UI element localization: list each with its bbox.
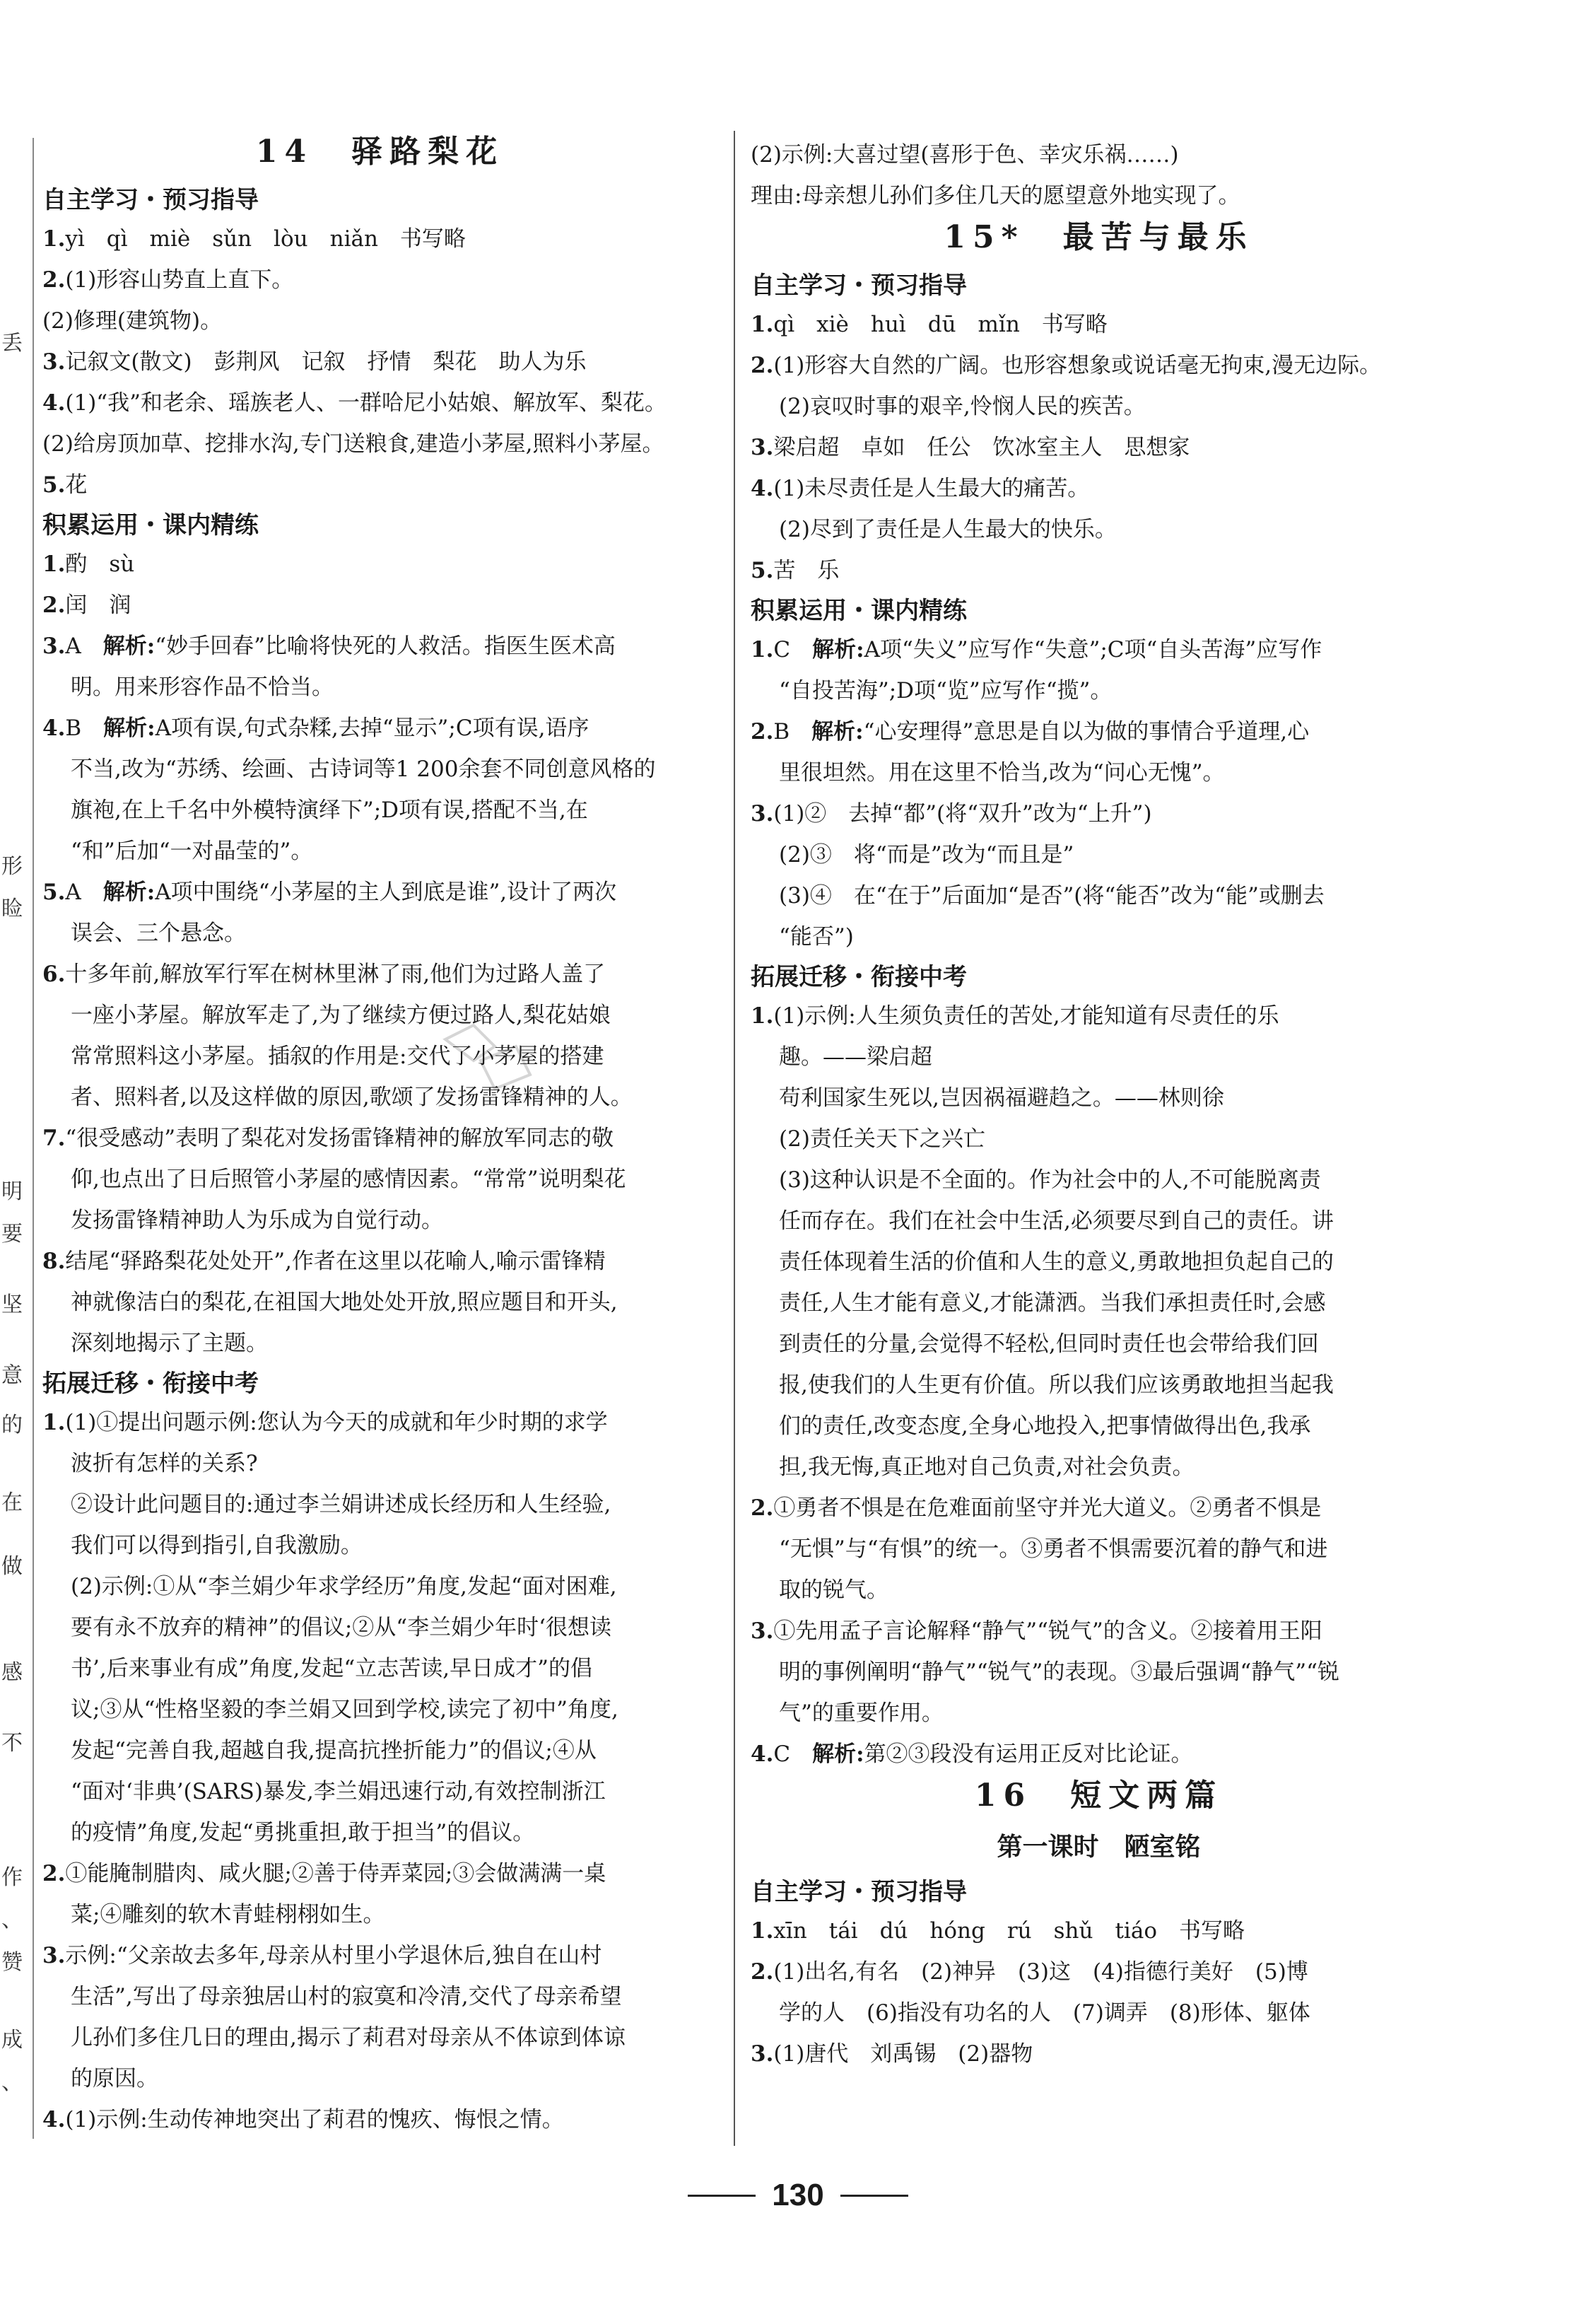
answer-line	[42, 1976, 717, 2017]
answer-text: (1)出名,有名 (2)神异 (3)这 (4)指德行美好 (5)博	[773, 1959, 1308, 1985]
answer-line	[751, 1037, 1447, 1078]
answer-line	[42, 2058, 717, 2099]
answer-text: 明的事例阐明“静气”“锐气”的表现。③最后强调“静气”“锐	[779, 1659, 1339, 1685]
answer-line	[42, 300, 717, 342]
answer-line	[42, 872, 717, 913]
analysis-text: “心安理得”意思是自以为做的事情合乎道理,心	[863, 719, 1310, 745]
answer-line	[42, 218, 717, 259]
answer-line	[42, 1607, 717, 1648]
answer-line	[751, 629, 1447, 670]
lesson-14-extension-answers	[42, 1402, 717, 2140]
answer-text: (1)“我”和老余、瑶族老人、一群哈尼小姑娘、解放军、梨花。	[65, 390, 667, 416]
answer-line	[751, 175, 1447, 216]
answer-text: 常常照料这小茅屋。插叙的作用是:交代了小茅屋的搭建	[71, 1044, 604, 1069]
item-number: 3.	[751, 801, 774, 827]
answer-text: 示例:“父亲故去多年,母亲从村里小学退休后,独自在山村	[65, 1943, 602, 1968]
continued-answers	[751, 134, 1447, 216]
answer-text: 担,我无悔,真正地对自己负责,对社会负责。	[779, 1454, 1195, 1480]
answer-text: 闰 润	[65, 592, 131, 618]
answer-text: 深刻地揭示了主题。	[71, 1331, 268, 1356]
item-number: 2.	[42, 267, 66, 293]
answer-line	[42, 1894, 717, 1935]
answer-text: 责任,人生才能有意义,才能潇洒。当我们承担责任时,会感	[779, 1290, 1326, 1316]
lesson-14-section-extension: 拓展迁移・衔接中考	[42, 1370, 259, 1398]
answer-line	[42, 424, 717, 465]
answer-text: (2)修理(建筑物)。	[42, 308, 223, 334]
answer-line	[42, 1077, 717, 1118]
answer-text: C	[773, 1741, 813, 1767]
answer-text: “面对‘非典’(SARS)暴发,李兰娟迅速行动,有效控制浙江	[71, 1779, 606, 1804]
answer-line	[42, 1200, 717, 1241]
answer-text: (2)尽到了责任是人生最大的快乐。	[779, 517, 1117, 542]
answer-text: ①能腌制腊肉、咸火腿;②善于侍弄菜园;③会做满满一桌	[65, 1861, 606, 1886]
answer-line	[42, 1689, 717, 1730]
answer-text: ①先用孟子言论解释“静气”“锐气”的含义。②接着用王阳	[773, 1618, 1322, 1644]
item-number: 1.	[42, 551, 66, 577]
analysis-label: 解析:	[103, 716, 156, 741]
answer-line	[42, 1812, 717, 1853]
margin-fragment: 成	[1, 2028, 23, 2053]
answer-line	[751, 793, 1447, 834]
item-number: 1.	[42, 1410, 66, 1435]
answer-line	[42, 790, 717, 831]
item-number: 4.	[42, 2107, 66, 2132]
analysis-label: 解析:	[102, 634, 156, 659]
answer-text: 的疫情”角度,发起“勇挑重担,敢于担当”的倡议。	[71, 1820, 535, 1845]
answer-line	[42, 1282, 717, 1323]
margin-fragment: 意	[1, 1363, 23, 1388]
answer-text: 任而存在。我们在社会中生活,必须要尽到自己的责任。讲	[779, 1208, 1334, 1234]
answer-text: 者、照料者,以及这样做的原因,歌颂了发扬雷锋精神的人。	[71, 1085, 633, 1110]
item-number: 4.	[751, 476, 774, 501]
item-number: 2.	[751, 353, 774, 378]
answer-line	[42, 626, 717, 667]
answer-line	[42, 1484, 717, 1525]
answer-line	[751, 996, 1447, 1037]
page-number: 130	[772, 2178, 824, 2212]
answer-text: A	[65, 634, 103, 659]
margin-fragment: 不	[1, 1731, 23, 1756]
analysis-text: “妙手回春”比喻将快死的人救活。指医生医术高	[155, 634, 616, 659]
answer-line	[751, 834, 1447, 875]
lesson-15-section-practice: 积累运用・课内精练	[751, 597, 967, 625]
answer-text: 误会、三个悬念。	[71, 921, 246, 946]
answer-text: 花	[65, 472, 88, 498]
answer-line	[42, 1566, 717, 1607]
lesson-14-title: 14 驿路梨花	[255, 134, 505, 170]
answer-text: (2)责任关天下之兴亡	[779, 1126, 985, 1152]
answer-text: 责任体现着生活的价值和人生的意义,勇敢地担负起自己的	[779, 1249, 1334, 1275]
answer-line	[42, 2017, 717, 2058]
answer-line	[751, 1652, 1447, 1693]
answer-line	[751, 468, 1447, 509]
answer-text: 明。用来形容作品不恰当。	[71, 675, 334, 700]
answer-line	[42, 1525, 717, 1566]
answer-text: “自投苦海”;D项“览”应写作“揽”。	[779, 678, 1113, 704]
answer-text: (3)这种认识是不全面的。作为社会中的人,不可能脱离责	[779, 1167, 1321, 1193]
answer-text: 到责任的分量,会觉得不轻松,但同时责任也会带给我们回	[779, 1331, 1319, 1357]
margin-fragment: 形	[1, 854, 23, 879]
answer-text: 气”的重要作用。	[779, 1700, 944, 1726]
margin-fragment: 要	[1, 1222, 23, 1247]
item-number: 4.	[42, 390, 66, 416]
answer-text: 十多年前,解放军行军在树林里淋了雨,他们为过路人盖了	[65, 962, 606, 987]
answer-line	[751, 1693, 1447, 1734]
answer-line	[42, 2099, 717, 2140]
analysis-text: 第②③段没有运用正反对比论证。	[864, 1741, 1193, 1767]
answer-line	[751, 1488, 1447, 1529]
answer-text: (1)形容山势直上直下。	[65, 267, 294, 293]
answer-text: “无惧”与“有惧”的统一。③勇者不惧需要沉着的静气和进	[779, 1536, 1328, 1562]
item-number: 4.	[42, 716, 66, 741]
answer-text: 取的锐气。	[779, 1577, 888, 1603]
item-number: 3.	[751, 1618, 774, 1644]
answer-text: 要有永不放弃的精神”的倡议;②从“李兰娟少年时‘很想读	[71, 1615, 611, 1640]
answer-line	[42, 1118, 717, 1159]
item-number: 3.	[42, 349, 66, 375]
answer-text: (1)示例:生动传神地突出了莉君的愧疚、悔恨之情。	[65, 2107, 564, 2132]
analysis-text: A项“失义”应写作“失意”;C项“自头苦海”应写作	[864, 637, 1322, 662]
answer-text: 的原因。	[71, 2066, 158, 2091]
lesson-15-extension-answers	[751, 996, 1447, 1775]
item-number: 3.	[42, 1943, 66, 1968]
answer-line	[751, 1529, 1447, 1570]
left-margin-fragments	[0, 156, 28, 2206]
lesson-14-self-study-answers	[42, 218, 717, 506]
answer-line	[42, 1323, 717, 1364]
analysis-label: 解析:	[811, 719, 864, 745]
answer-line	[751, 1951, 1447, 1992]
margin-fragment: 感	[1, 1660, 23, 1685]
lesson-15-practice-answers	[751, 629, 1447, 957]
analysis-text: A项有误,句式杂糅,去掉“显示”;C项有误,语序	[155, 716, 589, 741]
answer-line	[42, 1036, 717, 1077]
answer-line	[42, 1402, 717, 1443]
answer-line	[42, 383, 717, 424]
answer-line	[42, 1935, 717, 1976]
answer-line	[751, 752, 1447, 793]
lesson-16-self-study-answers	[751, 1910, 1447, 2074]
item-number: 2.	[42, 1861, 66, 1886]
answer-line	[751, 2033, 1447, 2074]
answer-line	[42, 544, 717, 585]
answer-text: (2)哀叹时事的艰辛,怜悯人民的疾苦。	[779, 394, 1146, 419]
footer-rule-left	[688, 2195, 756, 2197]
answer-text: (2)给房顶加草、挖排水沟,专门送粮食,建造小茅屋,照料小茅屋。	[42, 431, 664, 457]
answer-line	[751, 1910, 1447, 1951]
answer-text: (2)示例:①从“李兰娟少年求学经历”角度,发起“面对困难,	[71, 1574, 617, 1599]
answer-text: 儿孙们多住几日的理由,揭示了莉君对母亲从不体谅到体谅	[71, 2025, 626, 2050]
item-number: 5.	[751, 558, 774, 583]
item-number: 2.	[751, 1959, 774, 1985]
item-number: 4.	[751, 1741, 774, 1767]
answer-line	[751, 1365, 1447, 1406]
item-number: 1.	[751, 637, 774, 662]
lesson-16-subtitle: 第一课时 陋室铭	[997, 1832, 1201, 1862]
answer-text: B	[65, 716, 104, 741]
answer-text: 苦 乐	[773, 558, 840, 583]
answer-line	[751, 916, 1447, 957]
lesson-14-practice-answers	[42, 544, 717, 1364]
column-divider	[734, 131, 735, 2146]
answer-line	[42, 1443, 717, 1484]
lesson-15-self-study-answers	[751, 304, 1447, 591]
item-number: 5.	[42, 880, 66, 905]
answer-text: (1)未尽责任是人生最大的痛苦。	[773, 476, 1090, 501]
margin-fragment: 的	[1, 1413, 23, 1437]
footer-rule-right	[840, 2195, 908, 2197]
answer-text: ①勇者不惧是在危难面前坚守并光大道义。②勇者不惧是	[773, 1495, 1322, 1521]
answer-line	[751, 1160, 1447, 1201]
lesson-15-section-extension: 拓展迁移・衔接中考	[751, 963, 967, 991]
page-footer	[0, 2178, 1596, 2213]
answer-line	[42, 749, 717, 790]
answer-text: B	[773, 719, 812, 745]
answer-line	[42, 1648, 717, 1689]
answer-text: (2)示例:大喜过望(喜形于色、幸灾乐祸……)	[751, 142, 1179, 168]
answer-line	[751, 711, 1447, 752]
margin-fragment: 睑	[1, 897, 23, 921]
answer-line	[751, 304, 1447, 345]
gutter-line	[33, 138, 34, 2139]
left-column	[42, 131, 717, 2140]
answer-line	[42, 465, 717, 506]
answer-text: 里很坦然。用在这里不恰当,改为“问心无愧”。	[779, 760, 1225, 786]
answer-text: 旗袍,在上千名中外模特演绎下”;D项有误,搭配不当,在	[71, 798, 588, 823]
right-column	[751, 134, 1447, 2074]
item-number: 1.	[42, 226, 66, 252]
item-number: 6.	[42, 962, 66, 987]
item-number: 1.	[751, 312, 774, 337]
answer-text: 菜;④雕刻的软木青蛙栩栩如生。	[71, 1902, 385, 1927]
answer-line	[751, 1119, 1447, 1160]
item-number: 5.	[42, 472, 66, 498]
answer-line	[751, 386, 1447, 427]
answer-line	[751, 670, 1447, 711]
lesson-16-section-self-study: 自主学习・预习指导	[751, 1878, 967, 1906]
margin-fragment: 坚	[1, 1292, 23, 1317]
lesson-16-title: 16 短文两篇	[974, 1777, 1224, 1814]
analysis-label: 解析:	[102, 880, 156, 905]
answer-line	[751, 550, 1447, 591]
analysis-text: A项中围绕“小茅屋的主人到底是谁”,设计了两次	[155, 880, 617, 905]
answer-text: (1)形容大自然的广阔。也形容想象或说话毫无拘束,漫无边际。	[773, 353, 1382, 378]
answer-text: 议;③从“性格坚毅的李兰娟又回到学校,读完了初中”角度,	[71, 1697, 618, 1722]
answer-text: 报,使我们的人生更有价值。所以我们应该勇敢地担当起我	[779, 1372, 1334, 1398]
answer-text: “很受感动”表明了梨花对发扬雷锋精神的解放军同志的敬	[65, 1126, 614, 1151]
answer-text: 我们可以得到指引,自我激励。	[71, 1533, 363, 1558]
analysis-label: 解析:	[812, 637, 864, 662]
answer-text: A	[65, 880, 103, 905]
answer-line	[751, 1406, 1447, 1447]
answer-text: qì xiè huì dū mǐn 书写略	[773, 312, 1108, 337]
item-number: 3.	[751, 2041, 774, 2067]
analysis-label: 解析:	[812, 1741, 864, 1767]
answer-text: (1)唐代 刘禹锡 (2)器物	[773, 2041, 1033, 2067]
margin-fragment: 在	[1, 1490, 23, 1515]
answer-line	[751, 1570, 1447, 1611]
margin-fragment: 明	[1, 1179, 23, 1204]
answer-text: (3)④ 在“在于”后面加“是否”(将“能否”改为“能”或删去	[779, 883, 1325, 909]
answer-line	[751, 427, 1447, 468]
answer-line	[42, 1159, 717, 1200]
answer-line	[42, 831, 717, 872]
answer-text: 酌 sù	[65, 551, 135, 577]
answer-line	[751, 875, 1447, 916]
answer-line	[751, 1201, 1447, 1242]
margin-fragment: 丢	[1, 331, 23, 356]
answer-text: xīn tái dú hóng rú shǔ tiáo 书写略	[773, 1918, 1245, 1944]
lesson-14-section-self-study: 自主学习・预习指导	[42, 186, 259, 214]
item-number: 2.	[42, 592, 66, 618]
answer-line	[42, 585, 717, 626]
answer-line	[751, 1283, 1447, 1324]
answer-line	[42, 1771, 717, 1812]
answer-line	[42, 667, 717, 708]
answer-text: 生活”,写出了母亲独居山村的寂寞和冷清,交代了母亲希望	[71, 1984, 622, 2009]
answer-text: 理由:母亲想儿孙们多住几天的愿望意外地实现了。	[751, 183, 1240, 209]
answer-line	[751, 1447, 1447, 1488]
answer-line	[751, 1734, 1447, 1775]
answer-line	[751, 1992, 1447, 2033]
answer-text: 结尾“驿路梨花处处开”,作者在这里以花喻人,喻示雷锋精	[65, 1249, 606, 1274]
answer-line	[751, 1611, 1447, 1652]
answer-text: 苟利国家生死以,岂因祸福避趋之。——林则徐	[779, 1085, 1224, 1111]
item-number: 8.	[42, 1249, 66, 1274]
answer-line	[751, 1242, 1447, 1283]
item-number: 2.	[751, 1495, 774, 1521]
answer-text: 书’,后来事业有成”角度,发起“立志苦读,早日成才”的倡	[71, 1656, 592, 1681]
item-number: 2.	[751, 719, 774, 745]
answer-text: ②设计此问题目的:通过李兰娟讲述成长经历和人生经验,	[71, 1492, 611, 1517]
answer-text: (2)③ 将“而是”改为“而且是”	[779, 842, 1074, 868]
answer-line	[42, 259, 717, 300]
answer-text: 发起“完善自我,超越自我,提高抗挫折能力”的倡议;④从	[71, 1738, 597, 1763]
item-number: 1.	[751, 1918, 774, 1944]
answer-line	[42, 342, 717, 383]
answer-line	[42, 1853, 717, 1894]
answer-text: 一座小茅屋。解放军走了,为了继续方便过路人,梨花姑娘	[71, 1003, 611, 1028]
item-number: 7.	[42, 1126, 66, 1151]
answer-text: (1)② 去掉“都”(将“双升”改为“上升”)	[773, 801, 1152, 827]
answer-text: yì qì miè sǔn lòu niǎn 书写略	[65, 226, 466, 252]
answer-line	[42, 1730, 717, 1771]
item-number: 3.	[42, 634, 66, 659]
margin-fragment: 作	[1, 1865, 23, 1890]
answer-text: 学的人 (6)指没有功名的人 (7)调弄 (8)形体、躯体	[779, 2000, 1310, 2026]
answer-text: (1)示例:人生须负责任的苦处,才能知道有尽责任的乐	[773, 1003, 1279, 1029]
margin-fragment: 做	[1, 1554, 23, 1579]
margin-fragment: 、	[1, 2070, 23, 2095]
answer-line	[751, 134, 1447, 175]
answer-line	[751, 1078, 1447, 1119]
answer-text: 记叙文(散文) 彭荆风 记叙 抒情 梨花 助人为乐	[65, 349, 587, 375]
answer-line	[42, 995, 717, 1036]
answer-line	[42, 913, 717, 954]
answer-line	[42, 954, 717, 995]
answer-line	[751, 1324, 1447, 1365]
lesson-15-section-self-study: 自主学习・预习指导	[751, 272, 967, 300]
answer-text: 们的责任,改变态度,全身心地投入,把事情做得出色,我承	[779, 1413, 1311, 1439]
answer-line	[751, 509, 1447, 550]
answer-text: 仰,也点出了日后照管小茅屋的感情因素。“常常”说明梨花	[71, 1167, 626, 1192]
margin-fragment: 赞	[1, 1950, 23, 1975]
answer-text: 不当,改为“苏绣、绘画、古诗词等1 200余套不同创意风格的	[71, 757, 656, 782]
answer-text: C	[773, 637, 813, 662]
lesson-15-title: 15* 最苦与最乐	[944, 219, 1254, 255]
answer-line	[42, 708, 717, 749]
answer-text: 梁启超 卓如 任公 饮冰室主人 思想家	[773, 435, 1190, 460]
answer-text: 发扬雷锋精神助人为乐成为自觉行动。	[71, 1208, 443, 1233]
answer-text: 波折有怎样的关系?	[71, 1451, 258, 1476]
answer-line	[751, 345, 1447, 386]
answer-line	[42, 1241, 717, 1282]
answer-text: 神就像洁白的梨花,在祖国大地处处开放,照应题目和开头,	[71, 1290, 618, 1315]
answer-text: “能否”)	[779, 924, 854, 950]
margin-fragment: 、	[1, 1908, 23, 1932]
answer-text: (1)①提出问题示例:您认为今天的成就和年少时期的求学	[65, 1410, 608, 1435]
lesson-14-section-practice: 积累运用・课内精练	[42, 511, 259, 539]
item-number: 3.	[751, 435, 774, 460]
answer-text: 趣。——梁启超	[779, 1044, 932, 1070]
item-number: 1.	[751, 1003, 774, 1029]
answer-text: “和”后加“一对晶莹的”。	[71, 839, 313, 864]
